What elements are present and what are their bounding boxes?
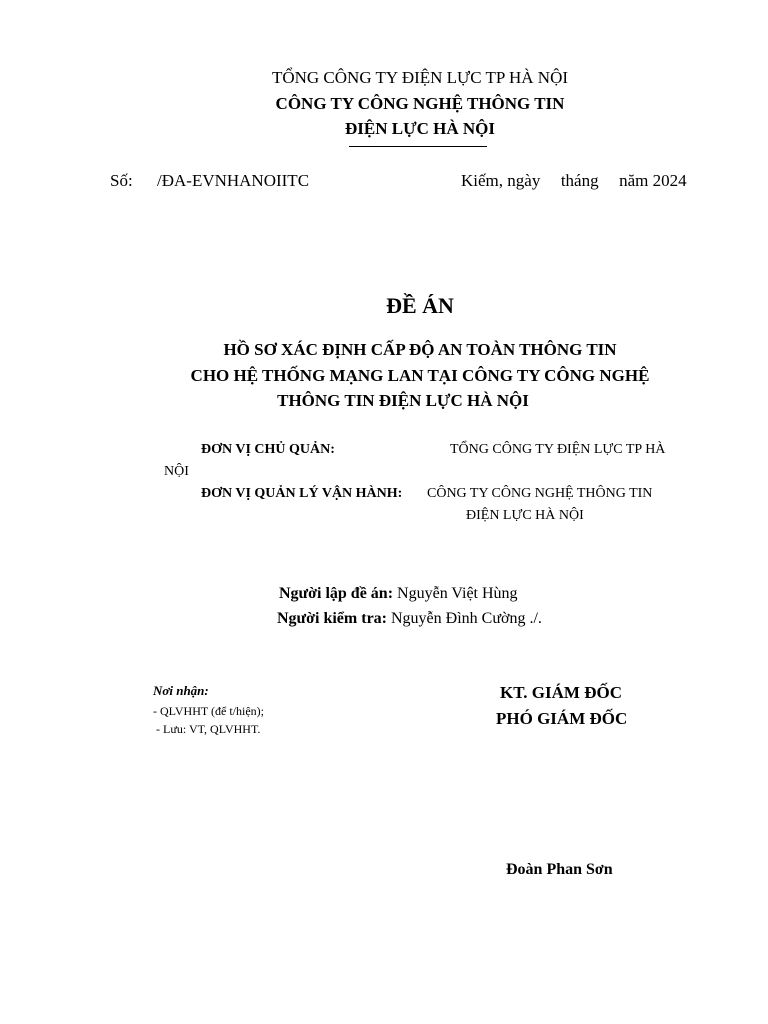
checker-label: Người kiểm tra: <box>277 610 387 627</box>
recipient-item: - QLVHHT (để t/hiện); <box>153 704 264 718</box>
owner-unit-value-continued: NỘI <box>164 464 189 479</box>
preparer-label: Người lập đề án: <box>279 585 394 602</box>
checker-name: Nguyễn Đình Cường ./. <box>391 610 542 627</box>
document-number-label: Số: <box>110 171 133 190</box>
checker-line <box>277 610 542 628</box>
document-number-code: /ĐA-EVNHANOIITC <box>157 171 310 190</box>
document-type-heading: ĐỀ ÁN <box>386 293 454 318</box>
parent-company-name: TỔNG CÔNG TY ĐIỆN LỰC TP HÀ NỘI <box>271 68 569 87</box>
operator-unit-value-continued: ĐIỆN LỰC HÀ NỘI <box>466 508 584 523</box>
document-title-line3: THÔNG TIN ĐIỆN LỰC HÀ NỘI <box>277 391 529 410</box>
owner-unit-label: ĐƠN VỊ CHỦ QUẢN: <box>201 442 335 457</box>
document-title-line1: HỒ SƠ XÁC ĐỊNH CẤP ĐỘ AN TOÀN THÔNG TIN <box>223 340 617 359</box>
document-title-line2: CHO HỆ THỐNG MẠNG LAN TẠI CÔNG TY CÔNG NGHỆ <box>190 366 650 385</box>
header-divider <box>349 146 487 147</box>
company-name-line1: CÔNG TY CÔNG NGHỆ THÔNG TIN <box>275 94 565 113</box>
preparer-name: Nguyễn Việt Hùng <box>397 585 518 602</box>
company-name-line2: ĐIỆN LỰC HÀ NỘI <box>344 119 496 138</box>
date-year: năm 2024 <box>619 171 687 190</box>
recipients-title: Nơi nhận: <box>153 683 209 698</box>
preparer-line <box>279 585 518 603</box>
signature-title-line2: PHÓ GIÁM ĐỐC <box>496 709 628 728</box>
signer-name: Đoàn Phan Sơn <box>506 861 613 878</box>
place-and-date <box>461 171 687 191</box>
date-month: tháng <box>560 171 599 190</box>
signature-title-line1: KT. GIÁM ĐỐC <box>500 683 622 702</box>
operator-unit-value: CÔNG TY CÔNG NGHỆ THÔNG TIN <box>427 486 653 501</box>
recipient-item: - Lưu: VT, QLVHHT. <box>156 722 261 736</box>
date-day: Kiếm, ngày <box>461 171 541 190</box>
owner-unit-value: TỔNG CÔNG TY ĐIỆN LỰC TP HÀ <box>450 442 666 457</box>
operator-unit-label: ĐƠN VỊ QUẢN LÝ VẬN HÀNH: <box>201 486 403 501</box>
